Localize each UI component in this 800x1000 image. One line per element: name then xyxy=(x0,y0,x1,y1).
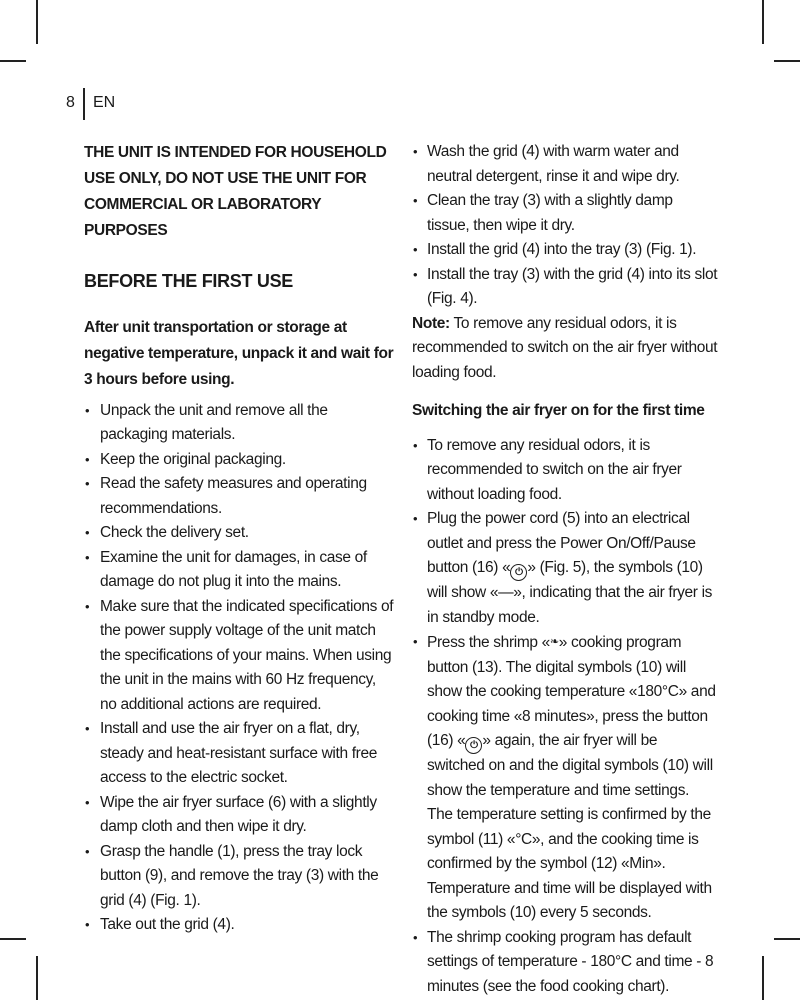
list-item: • Install the tray (3) with the grid (4) into its slot (Fig. 4). xyxy=(412,263,718,312)
page-number: 8 xyxy=(66,94,75,111)
subheading: Switching the air fryer on for the first time xyxy=(412,402,705,419)
list-item: • Check the delivery set. xyxy=(84,521,396,546)
left-column xyxy=(84,140,396,938)
list-item-text: » again, the air fryer will be switched on and the digital symbols (10) will show the temperature and time settings. The temperature setting is confirmed by the symbol (11) «°C», and the cooking time is confirmed by the symbol (12) «Min». Temperature and time will be displayed with the symbols (10) every 5 seconds. xyxy=(427,732,713,921)
power-button-icon: ⏻ xyxy=(510,564,527,581)
list-item: • Examine the unit for damages, in case of damage do not plug it into the mains. xyxy=(84,546,396,595)
crop-mark xyxy=(774,938,800,940)
crop-mark xyxy=(36,0,38,44)
list-item: • To remove any residual odors, it is recommended to switch on the air fryer without loading food. xyxy=(412,434,718,508)
shrimp-icon: ❧ xyxy=(549,636,559,648)
list-item: • Grasp the handle (1), press the tray lock button (9), and remove the tray (3) with the grid (4) (Fig. 1). xyxy=(84,840,396,914)
list-item-text: » cooking program button (13). The digital symbols (10) will show the cooking temperature «180°C» and cooking time «8 minutes», press the button (16) « xyxy=(427,634,716,749)
list-item: • The shrimp cooking program has default settings of temperature - 180°C and time - 8 minutes (see the food cooking chart). xyxy=(412,926,718,1000)
list-item: • Make sure that the indicated specifications of the power supply voltage of the unit match the specifications of your mains. When using the unit in the mains with 60 Hz frequency, no additional actions are required. xyxy=(84,595,396,718)
list-item xyxy=(412,630,718,926)
preparation-list xyxy=(84,399,396,938)
list-item xyxy=(412,507,718,630)
household-use-warning: THE UNIT IS INTENDED FOR HOUSEHOLD USE ONLY, DO NOT USE THE UNIT FOR COMMERCIAL OR LABORATORY PURPOSES xyxy=(84,144,387,239)
note-label: Note: xyxy=(412,314,450,332)
list-item: • Clean the tray (3) with a slightly damp tissue, then wipe it dry. xyxy=(412,189,718,238)
list-item-text: » (Fig. 5), the symbols (10) will show «—», indicating that the air fryer is in standby mode. xyxy=(427,559,713,626)
crop-mark xyxy=(762,956,764,1000)
storage-instruction: After unit transportation or storage at negative temperature, unpack it and wait for 3 hours before using. xyxy=(84,318,394,388)
note xyxy=(412,312,718,386)
first-switch-on-list xyxy=(412,434,718,1000)
list-item: • Unpack the unit and remove all the packaging materials. xyxy=(84,399,396,448)
power-button-icon: ⏻ xyxy=(465,737,482,754)
list-item: • Install and use the air fryer on a flat, dry, steady and heat-resistant surface with free access to the electric socket. xyxy=(84,717,396,791)
list-item: • Wash the grid (4) with warm water and neutral detergent, rinse it and wipe dry. xyxy=(412,140,718,189)
cleaning-list xyxy=(412,140,718,312)
list-item: • Keep the original packaging. xyxy=(84,448,396,473)
crop-mark xyxy=(36,956,38,1000)
list-item: • Install the grid (4) into the tray (3) (Fig. 1). xyxy=(412,238,718,263)
right-column xyxy=(412,140,718,999)
crop-mark xyxy=(762,0,764,44)
list-item: • Wipe the air fryer surface (6) with a slightly damp cloth and then wipe it dry. xyxy=(84,791,396,840)
list-item-text: Plug the power cord (5) into an electrical outlet and press the Power On/Off/Pause button (16) « xyxy=(427,510,696,576)
list-item-text: Press the shrimp « xyxy=(427,634,550,651)
language-code: EN xyxy=(93,94,116,111)
list-item: • Take out the grid (4). xyxy=(84,913,396,938)
note-text: To remove any residual odors, it is recommended to switch on the air fryer without loading food. xyxy=(412,314,718,381)
crop-mark xyxy=(0,938,26,940)
section-title: BEFORE THE FIRST USE xyxy=(84,271,294,291)
crop-mark xyxy=(774,60,800,62)
header-divider xyxy=(83,88,85,120)
crop-mark xyxy=(0,60,26,62)
list-item: • Read the safety measures and operating recommendations. xyxy=(84,472,396,521)
